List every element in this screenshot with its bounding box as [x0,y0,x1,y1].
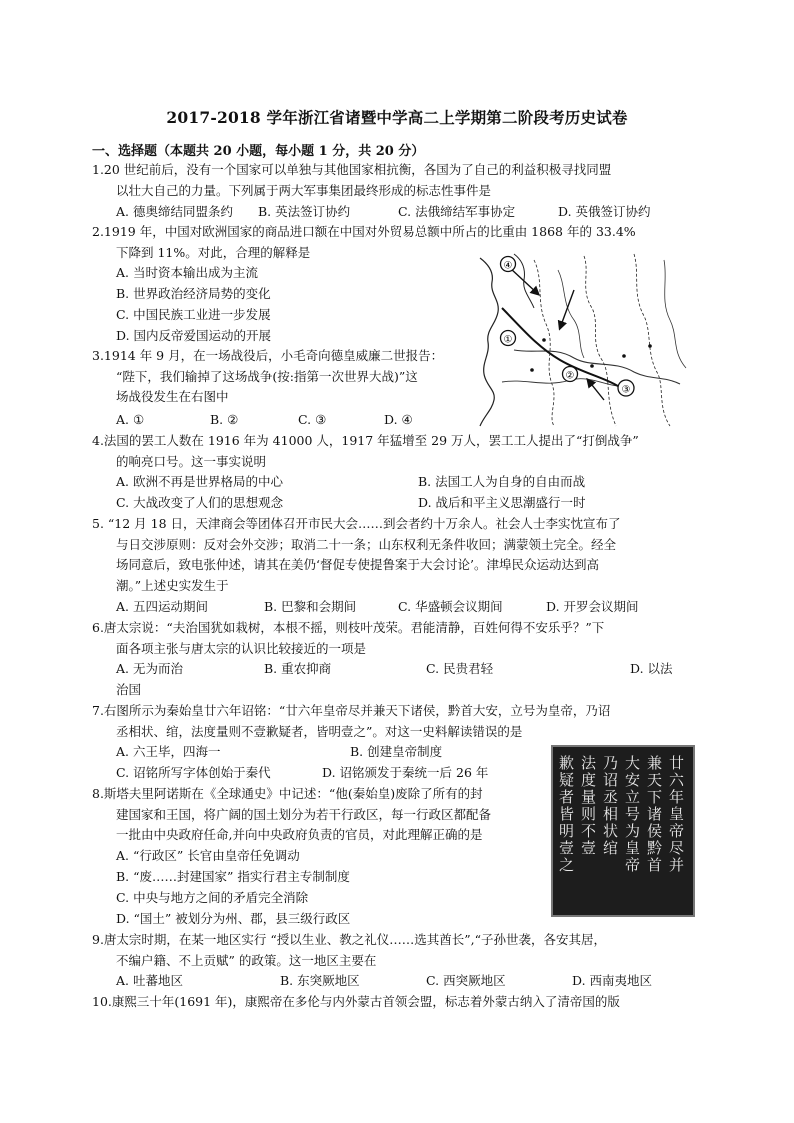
q8-option-d: D. “国土” 被划分为州、郡，县三级行政区 [116,911,351,926]
q7-option-b: B. 创建皇帝制度 [350,744,443,759]
svg-text:①: ① [503,334,513,346]
question-1 [92,160,611,201]
section-heading: 一、选择题（本题共 20 小题，每小题 1 分，共 20 分） [92,144,425,159]
q7-option-a: A. 六王毕，四海一 [116,744,221,759]
question-4 [92,431,639,472]
question-3-stem: 3.1914 年 9 月，在一场战役后，小毛奇向德皇威廉二世报告： [92,348,444,363]
question-1-stem-cont: 以壮大自己的力量。下列属于两大军事集团最终形成的标志性事件是 [116,182,492,198]
inscription-column: 廿六年皇帝尽并 [667,755,685,874]
q5-option-a: A. 五四运动期间 [116,599,208,614]
q3-option-a: A. ① [116,412,145,427]
q2-option-d: D. 国内反帝爱国运动的开展 [116,328,272,343]
question-1-stem: 1.20 世纪前后，没有一个国家可以单独与其他国家相抗衡，各国为了自己的利益积极寻找同盟 [92,162,612,177]
q2-option-b: B. 世界政治经济局势的变化 [116,286,271,301]
q4-option-b: B. 法国工人为自身的自由而战 [418,474,586,489]
svg-text:③: ③ [621,384,631,396]
q4-option-a: A. 欧洲不再是世界格局的中心 [116,474,283,489]
q8-option-a: A. “行政区” 长官由皇帝任免调动 [116,848,300,863]
question-2-stem-cont: 下降到 11%。对此，合理的解释是 [116,244,311,260]
q3-option-c: C. ③ [298,412,327,427]
question-6-stem-cont: 面各项主张与唐太宗的认识比较接近的一项是 [116,640,367,656]
question-5-stem-cont-2: 场同意后，致电张仲述，请其在美仍‘督促专使提鲁案于大会讨论’。津埠民众运动达到高 [116,557,599,572]
q4-option-d: D. 战后和平主义思潮盛行一时 [418,495,586,510]
question-4-stem-cont: 的响亮口号。这一事实说明 [116,453,267,469]
q9-option-a: A. 吐蕃地区 [116,973,183,988]
map-marker-4 [501,257,516,272]
q6-option-d: D. 以法 [630,661,673,676]
question-3-stem-cont-1: “陛下，我们输掉了这场战争(按:指第一次世界大战)”这 [116,368,418,384]
q1-option-c: C. 法俄缔结军事协定 [398,204,516,219]
q9-option-d: D. 西南夷地区 [572,973,653,988]
question-9-stem: 9.唐太宗时期，在某一地区实行 “授以生业、教之礼仪……选其酋长”,“子孙世袭，各安其居， [92,932,607,947]
question-10-stem: 10.康熙三十年(1691 年)，康熙帝在多伦与内外蒙古首领会盟，标志着外蒙古纳入了清帝国的版 [92,994,620,1009]
question-9-stem-cont: 不编户籍、不上贡赋” 的政策。这一地区主要在 [116,952,377,968]
q2-option-a: A. 当时资本输出成为主流 [116,265,258,280]
q8-option-c: C. 中央与地方之间的矛盾完全消除 [116,890,309,905]
q5-option-b: B. 巴黎和会期间 [264,599,357,614]
question-8-stem-cont-2: 一批由中央政府任命,并向中央政府负责的官员，对此理解正确的是 [116,827,483,842]
q6-option-a: A. 无为而治 [116,661,183,676]
question-7 [92,701,610,742]
map-svg [474,250,702,428]
question-7-stem: 7.右图所示为秦始皇廿六年诏铭：“廿六年皇帝尽并兼天下诸侯，黔首大安，立号为皇帝，乃诏 [92,703,611,718]
question-7-stem-cont: 丞相状、绾，法度量则不壹歉疑者，皆明壹之”。对这一史料解读错误的是 [116,723,523,739]
q2-option-c: C. 中国民族工业进一步发展 [116,307,271,322]
q3-option-b: B. ② [210,412,239,427]
question-6-stem: 6.唐太宗说：“夫治国犹如栽树，本根不摇，则枝叶茂荣。君能清静，百姓何得不安乐乎？”下 [92,620,605,635]
question-9 [92,930,606,971]
inscription-column: 法度量则不壹 [579,755,597,857]
question-8 [92,784,491,846]
question-8-stem-cont-1: 建国家和王国，将广阔的国土划分为若干行政区，每一行政区都配备 [116,806,492,822]
inscription-column: 乃诏丞相状绾 [601,755,619,857]
map-marker-1 [501,331,516,346]
question-5-stem-cont-1: 与日交涉原则：反对会外交涉；取消二十一条；山东权利无条件收回；满蒙领土完全。经全 [116,536,617,552]
question-5-stem: 5. “12 月 18 日，天津商会等团体召开市民大会……到会者约十万余人。社会人士李实忱宣布了 [92,516,621,531]
question-5-stem-cont-3: 潮。”上述史实发生于 [116,577,229,593]
inscription-column: 歉疑者皆明壹之 [557,755,575,874]
q5-option-d: D. 开罗会议期间 [546,599,639,614]
map-marker-3 [618,380,634,396]
question-8-stem: 8.斯塔夫里阿诺斯在《全球通史》中记述：“他(秦始皇)废除了所有的封 [92,786,483,801]
q4-option-c: C. 大战改变了人们的思想观念 [116,495,284,510]
q1-option-b: B. 英法签订协约 [258,204,351,219]
qin-edict-inscription-image [551,745,695,917]
q1-option-d: D. 英俄签订协约 [558,204,651,219]
inscription-column: 大安立号为皇帝 [623,755,641,874]
question-3 [92,346,443,408]
q7-option-d: D. 诏铭颁发于秦统一后 26 年 [322,765,489,780]
western-front-map [474,250,702,428]
question-6 [92,618,604,659]
q7-option-c: C. 诏铭所写字体创始于秦代 [116,765,271,780]
question-3-stem-cont-2: 场战役发生在右图中 [116,389,229,404]
q6-option-d-cont: 治国 [116,682,142,697]
question-4-stem: 4.法国的罢工人数在 1916 年为 41000 人，1917 年猛增至 29 万人，罢工工人提出了“打倒战争” [92,433,639,448]
q9-option-b: B. 东突厥地区 [280,973,360,988]
svg-text:②: ② [565,370,575,382]
q6-option-c: C. 民贵君轻 [426,661,494,676]
q3-option-d: D. ④ [384,412,413,427]
exam-title: 2017-2018 学年浙江省诸暨中学高二上学期第二阶段考历史试卷 [166,108,628,127]
svg-text:④: ④ [503,260,513,272]
q5-option-c: C. 华盛顿会议期间 [398,599,503,614]
question-10 [92,992,620,1013]
question-5 [92,514,621,596]
q9-option-c: C. 西突厥地区 [426,973,506,988]
inscription-column: 兼天下诸侯黔首 [645,755,663,874]
map-marker-2 [563,367,578,382]
q1-option-a: A. 德奥缔结同盟条约 [116,204,233,219]
question-2-stem: 2.1919 年，中国对欧洲国家的商品进口额在中国对外贸易总额中所占的比重由 1868 年的 33.4% [92,224,636,239]
q6-option-b: B. 重农抑商 [264,661,332,676]
q8-option-b: B. “废……封建国家” 指实行君主专制制度 [116,869,350,884]
